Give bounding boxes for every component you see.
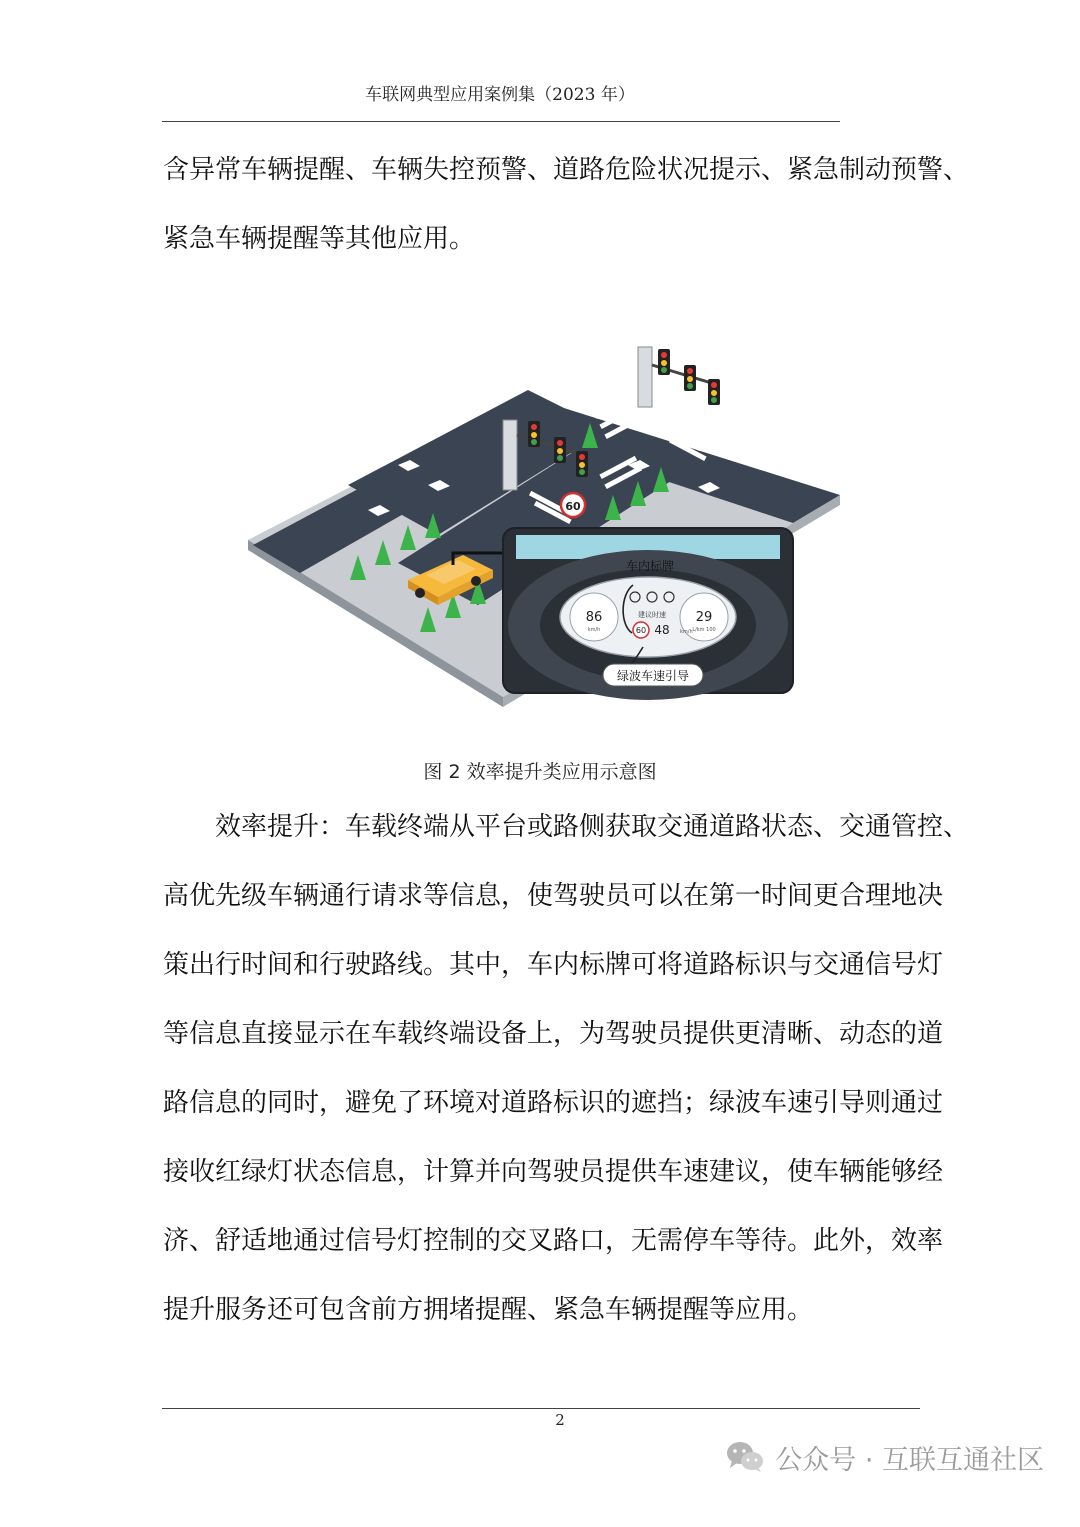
callout-in-car-sign: 车内标牌 xyxy=(625,559,675,573)
efficiency-illustration xyxy=(248,335,848,710)
text-line: 路信息的同时，避免了环境对道路标识的遮挡；绿波车速引导则通过 xyxy=(163,1088,944,1118)
text-line-content: 效率提升：车载终端从平台或路侧获取交通道路状态、交通管控、 xyxy=(215,812,970,842)
text-line: 高优先级车辆通行请求等信息，使驾驶员可以在第一时间更合理地决 xyxy=(163,881,944,911)
paragraph-efficiency xyxy=(163,793,970,1345)
header-divider xyxy=(162,121,840,122)
dash-speed-sign: 60 xyxy=(635,626,647,635)
callout-green-wave: 绿波车速引导 xyxy=(616,669,690,683)
dash-suggested-speed: 48 xyxy=(654,623,670,637)
dash-suggest-label: 建议时速 xyxy=(638,611,666,619)
watermark-text: 公众号 · 互联互通社区 xyxy=(775,1444,1044,1476)
text-line: 提升服务还可包含前方拥堵提醒、紧急车辆提醒等应用。 xyxy=(163,1295,814,1325)
paragraph-continued xyxy=(163,136,970,274)
figure-caption: 图 2 效率提升类应用示意图 xyxy=(423,761,657,783)
dash-fuel: 29 xyxy=(695,610,713,625)
text-line: 策出行时间和行驶路线。其中，车内标牌可将道路标识与交通信号灯 xyxy=(163,950,944,980)
wechat-icon xyxy=(725,1440,765,1474)
dash-speed-unit: km/h xyxy=(587,627,601,633)
text-line xyxy=(163,793,970,862)
page-number: 2 xyxy=(555,1411,565,1429)
text-line: 紧急车辆提醒等其他应用。 xyxy=(163,224,476,254)
text-line: 济、舒适地通过信号灯控制的交叉路口，无需停车等待。此外，效率 xyxy=(163,1226,944,1256)
text-line: 等信息直接显示在车载终端设备上，为驾驶员提供更清晰、动态的道 xyxy=(163,1019,944,1049)
text-line: 接收红绿灯状态信息，计算并向驾驶员提供车速建议，使车辆能够经 xyxy=(163,1157,944,1187)
text-line: 含异常车辆提醒、车辆失控预警、道路危险状况提示、紧急制动预警、 xyxy=(163,155,970,185)
watermark xyxy=(725,1437,1044,1477)
dash-suggested-unit: km/h xyxy=(680,629,693,635)
page-header-title: 车联网典型应用案例集（2023 年） xyxy=(365,85,635,105)
dash-speed: 86 xyxy=(585,610,603,625)
road-speed-sign: 60 xyxy=(565,500,581,513)
footer-divider xyxy=(162,1408,920,1409)
dash-fuel-unit: L/km 100 xyxy=(692,627,716,633)
